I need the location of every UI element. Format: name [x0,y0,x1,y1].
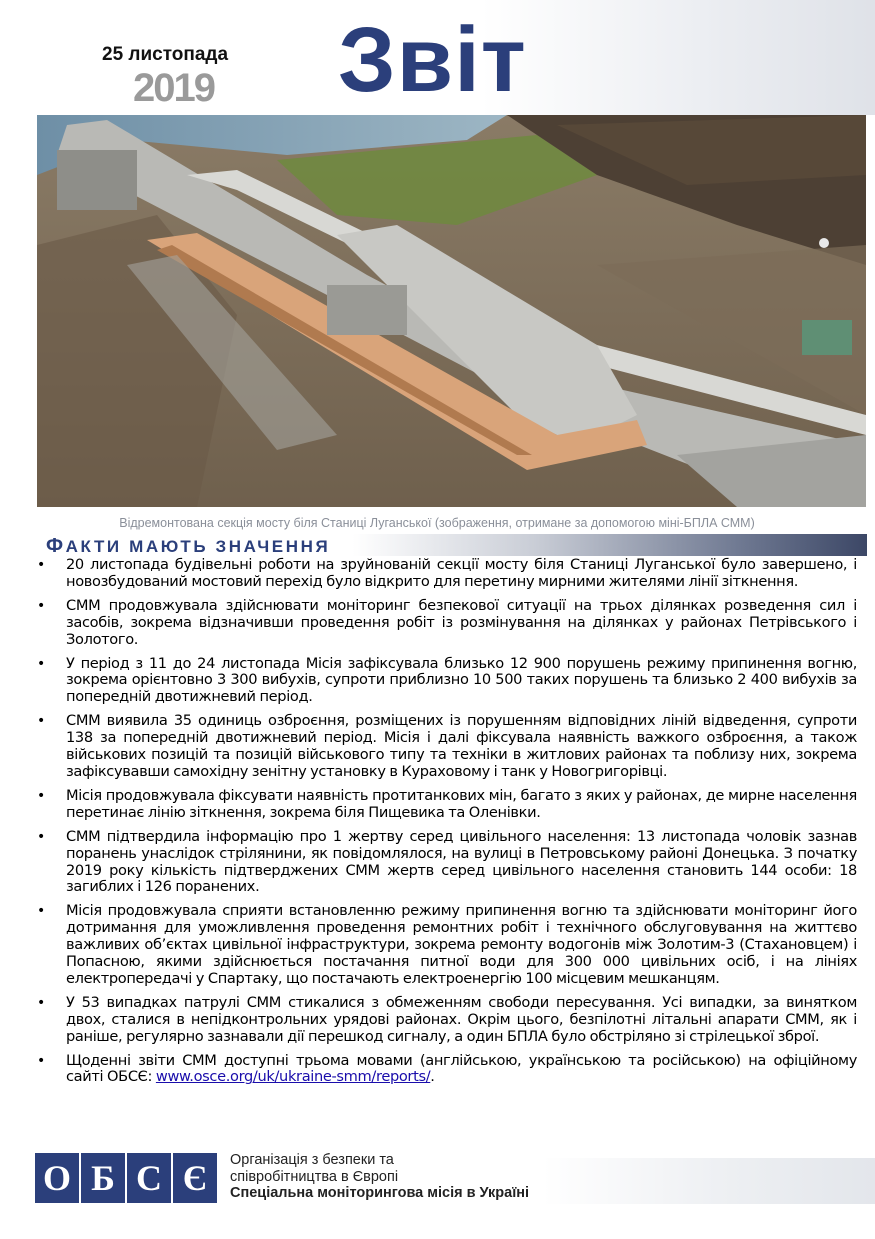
reports-text: Щоденні звіти СММ доступні трьома мовами (англійською, українською та російською) на офіційному сайті ОБСЄ: [66,1051,857,1086]
fact-item: • У період з 11 до 24 листопада Місія зафіксувала близько 12 900 порушень режиму припинення вогню, зокрема орієнтовно 3 300 вибухів, супроти приблизно 10 500 таких порушень та близько 2 400 вибухів за попередній двотижневий період. [66,656,857,707]
photo-caption: Відремонтована секція мосту біля Станиці Луганської (зображення, отримане за допомогою міні-БПЛА СММ) [119,516,755,530]
report-date-year: 2019 [133,66,214,110]
report-title: Звіт [338,9,527,111]
section-title-rest: АКТИ МАЮТЬ ЗНАЧЕННЯ [65,537,331,556]
fact-item: • У 53 випадках патрулі СММ стикалися з обмеженням свободи пересування. Усі випадки, за винятком двох, сталися в непідконтрольних урядові районах. Окрім цього, безпілотні літальні апарати СММ, як і раніше, регулярно зазнавали дії перешкод сигналу, а один БПЛА було обстріляно зі стрілецької зброї. [66,995,857,1046]
reports-text-end: . [430,1068,435,1086]
organization-name [230,1152,529,1202]
reports-link[interactable]: www.osce.org/uk/ukraine-smm/reports/ [155,1068,431,1086]
osce-logo-letter: О [35,1153,79,1203]
fact-item: • Місія продовжувала сприяти встановленню режиму припинення вогню та здійснювати моніторинг його дотримання для уможливлення проведення ремонтних робіт і технічного обслуговування на життєво важливих об’єктах цивільної інфраструктури, зокрема ремонту водогонів між Золотим-3 (Стахановцем) і Попасною, якими здійснюється постачання питної води для 300 000 цивільних осіб, і на лініях електропередачі у Спартаку, що постачають електроенергію 100 місцевим мешканцям. [66,903,857,988]
bridge-photo [37,115,866,507]
osce-logo [35,1153,217,1203]
fact-item: • СММ виявила 35 одиниць озброєння, розміщених із порушенням відповідних ліній відведення, супроти 138 за попередній двотижневий період. Місія і далі фіксувала наявність важкого озброєння, а також військових позицій та позицій військового типу та техніки в житлових районах та поблизу них, зокрема зафіксувавши самохідну зенітну установку в Кураховому і танк у Новогригорівці. [66,713,857,781]
bridge-photo-illustration [37,115,866,507]
fact-item: • 20 листопада будівельні роботи на зруйнованій секції мосту біля Станиці Луганської було завершено, і новозбудований мостовий перехід було відкрито для перетину мирними жителями лінії зіткнення. [66,557,857,591]
fact-item: • СММ підтвердила інформацію про 1 жертву серед цивільного населення: 13 листопада чоловік зазнав поранень унаслідок стрілянини, як повідомлялося, на вулиці в Петровському районі Донецька. З початку 2019 року кількість підтверджених СММ жертв серед цивільного населення становить 144 особи: 18 загиблих і 126 поранених. [66,829,857,897]
facts-list [37,557,857,1093]
fact-item: • СММ продовжувала здійснювати моніторинг безпекової ситуації на трьох ділянках розведення сил і засобів, зокрема відзначивши проведення робіт із розмінування на ділянках у районах Петрівського і Золотого. [66,598,857,649]
osce-logo-letter: Є [173,1153,217,1203]
fact-item: • Місія продовжувала фіксувати наявність протитанкових мін, багато з яких у районах, де мирне населення перетинає лінію зіткнення, зокрема біля Пищевика та Оленівки. [66,788,857,822]
section-title [46,535,330,558]
section-title-initial: Ф [46,535,66,557]
org-line-3: Спеціальна моніторингова місія в Україні [230,1185,530,1201]
osce-logo-letter: Б [81,1153,125,1203]
osce-logo-letter: С [127,1153,171,1203]
fact-item-reports [66,1053,857,1087]
org-line-2: співробітництва в Європі [230,1168,399,1185]
report-date-day: 25 листопада [102,44,229,65]
org-line-1: Організація з безпеки та [230,1152,394,1168]
